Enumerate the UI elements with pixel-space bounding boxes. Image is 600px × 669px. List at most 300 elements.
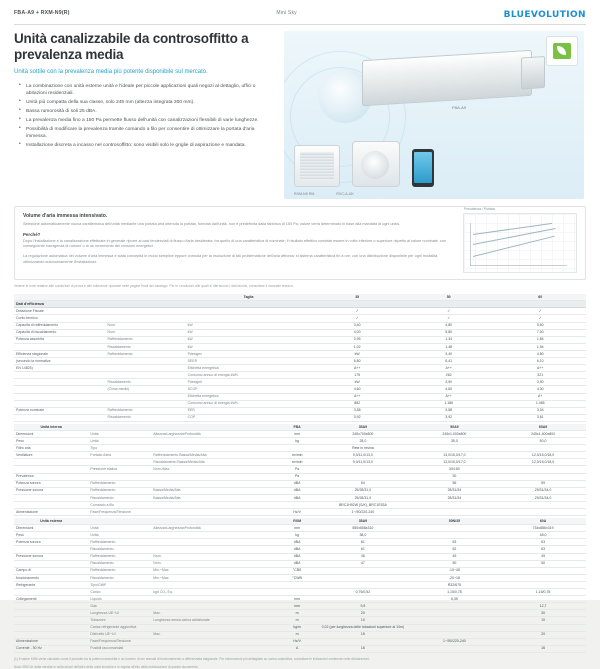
table-cell xyxy=(14,501,88,508)
table-cell: dBA xyxy=(277,494,317,501)
table-cell: Raffreddamento xyxy=(88,567,151,574)
table-cell: A+ xyxy=(494,393,586,400)
table-cell: AltezzaxLarghezzaxProfondità xyxy=(151,525,277,532)
feature-list xyxy=(14,83,276,149)
table-cell: 6,35 xyxy=(409,596,501,603)
table-cell: 1,15/0,78 xyxy=(500,589,586,596)
table-row xyxy=(14,494,586,501)
table-cell xyxy=(409,509,501,516)
unit-caption-1: RXM-N9 RM xyxy=(294,192,315,196)
table-cell: Pressione statica xyxy=(88,466,151,473)
table-cell: 54 xyxy=(317,480,409,487)
table-cell: mm xyxy=(277,596,317,603)
table-cell: m³/min xyxy=(277,452,317,459)
table-cell: Nom. xyxy=(106,322,186,329)
table-cell: 3,40 xyxy=(311,322,403,329)
table-header-cell: 60A9 xyxy=(500,424,586,431)
table-cell xyxy=(409,532,501,539)
table-cell: kW xyxy=(311,379,403,386)
table-cell: Alimentazione xyxy=(14,509,88,516)
table-cell: 4,80 xyxy=(403,322,495,329)
table-cell xyxy=(14,393,106,400)
table-cell: ✓ xyxy=(494,315,586,322)
table-row xyxy=(14,631,586,638)
table-cell xyxy=(500,445,586,452)
notice-title: Volume d'aria immessa intensivato. xyxy=(23,213,108,219)
efficiency-table xyxy=(14,294,586,422)
table-cell: 0,76/0,52 xyxy=(317,589,409,596)
table-cell: dBA xyxy=(277,560,317,567)
table-cell xyxy=(151,596,277,603)
table-cell xyxy=(14,466,88,473)
table-cell xyxy=(409,610,501,617)
table-cell: Efficienza stagionale xyxy=(14,350,106,357)
table-cell: Riscaldamento xyxy=(88,494,151,501)
notice-box xyxy=(14,206,586,280)
table-cell: 46 xyxy=(317,553,409,560)
table-cell xyxy=(317,574,409,581)
table-cell xyxy=(151,480,277,487)
table-cell xyxy=(14,414,106,421)
table-cell xyxy=(14,560,88,567)
table-cell xyxy=(277,589,317,596)
outdoor-unit-table-wrap xyxy=(14,518,586,653)
table-cell: Capacità di riscaldamento xyxy=(14,329,106,336)
table-cell: 30/150 xyxy=(409,466,501,473)
table-cell: m³/min xyxy=(277,459,317,466)
table-cell: Riscaldamento Bassa/Media/Alta xyxy=(151,459,277,466)
table-cell: m xyxy=(277,610,317,617)
table-row xyxy=(14,308,586,315)
table-cell: ✓ xyxy=(403,315,495,322)
table-header-row xyxy=(14,424,586,431)
table-cell: 0,02 (per lunghezza delle tubazioni superiore ai 10m) xyxy=(317,624,409,631)
table-cell: Carica refrigerante aggiuntiva xyxy=(88,624,151,631)
header-divider xyxy=(14,24,586,25)
table-cell: kW xyxy=(186,336,312,343)
table-cell: Etichetta energetica xyxy=(186,393,312,400)
table-cell: ✓ xyxy=(494,308,586,315)
table-cell: COP xyxy=(186,414,312,421)
table-cell: 28/31/34 xyxy=(409,487,501,494)
table-row xyxy=(14,430,586,437)
table-cell: A++ xyxy=(403,393,495,400)
table-cell: 3,92 xyxy=(311,414,403,421)
table-row xyxy=(14,560,586,567)
table-cell: ✓ xyxy=(403,308,495,315)
chart-axes xyxy=(470,223,567,266)
table-cell: -20~18 xyxy=(409,574,501,581)
table-cell: Potenza sonora xyxy=(14,480,88,487)
table-cell: Unità xyxy=(88,532,151,539)
table-cell: Riscaldamento xyxy=(88,574,151,581)
table-cell: 245x1.400x800 xyxy=(500,430,586,437)
efficiency-table-wrap xyxy=(14,294,586,422)
table-cell xyxy=(409,525,501,532)
table-section-row xyxy=(14,301,586,308)
table-cell: Filtro aria xyxy=(14,445,88,452)
table-row xyxy=(14,329,586,336)
table-cell xyxy=(151,445,277,452)
table-cell: Raffreddamento xyxy=(106,407,186,414)
table-cell xyxy=(151,438,277,445)
table-cell: Nom. xyxy=(106,329,186,336)
table-cell: 12,0/15,0/18,0 xyxy=(500,459,586,466)
table-cell xyxy=(14,617,88,624)
table-cell: Raffreddamento xyxy=(88,553,151,560)
table-cell: (secondo la normativa xyxy=(14,358,106,365)
table-cell xyxy=(106,358,186,365)
table-cell: dBA xyxy=(277,553,317,560)
table-cell: kg xyxy=(277,532,317,539)
table-cell xyxy=(500,638,586,645)
table-row xyxy=(14,624,586,631)
table-cell: Fase/Frequenza/Tensione xyxy=(88,638,151,645)
table-cell: 25/31/34,0 xyxy=(500,487,586,494)
page-header xyxy=(14,10,586,22)
table-cell: Raffreddamento Bassa/Media/Alta xyxy=(151,452,277,459)
table-cell: 61 xyxy=(317,546,409,553)
table-row xyxy=(14,546,586,553)
chart-line xyxy=(473,236,555,257)
table-header-cell: Unità esterna xyxy=(14,518,88,525)
hero-text xyxy=(14,31,276,199)
table-cell: 20 xyxy=(317,610,409,617)
table-row xyxy=(14,480,586,487)
table-cell xyxy=(106,365,186,372)
table-cell xyxy=(14,624,88,631)
table-row xyxy=(14,459,586,466)
chart-line xyxy=(473,228,556,245)
table-row xyxy=(14,414,586,421)
table-cell: 245x1.000x800 xyxy=(409,430,501,437)
table-cell: 3,61 xyxy=(494,414,586,421)
table-cell xyxy=(409,645,501,652)
table-row xyxy=(14,438,586,445)
table-cell: Nom. xyxy=(151,560,277,567)
table-cell xyxy=(500,473,586,480)
table-cell: (Clima medio) xyxy=(106,386,186,393)
notice-paragraph-3: La regolazione automatica del volume d'aria immessa è stata concepita in modo semplice eppure comoda per la risoluzione di tali problematiche dell'aria affronta: si sistema caratteristica fin a ore, con una distribuzione disponibile per ogni modalità, ottimizzando autonomamente l'installazione. xyxy=(23,254,439,264)
table-cell xyxy=(500,581,586,588)
table-row xyxy=(14,539,586,546)
table-cell: 25/31/34,0 xyxy=(500,494,586,501)
table-cell xyxy=(409,624,501,631)
notice-question: Perché? xyxy=(23,231,41,237)
table-header-cell: 50N/35 xyxy=(409,518,501,525)
table-row xyxy=(14,509,586,516)
table-cell: 30 xyxy=(500,610,586,617)
table-cell: Peso xyxy=(14,438,88,445)
hero-section xyxy=(14,31,586,199)
table-cell: 9,0/11,0/13,0 xyxy=(317,452,409,459)
table-cell: 49 xyxy=(500,553,586,560)
table-cell xyxy=(186,308,312,315)
table-row xyxy=(14,638,586,645)
table-cell: SEER xyxy=(186,358,312,365)
table-cell: 3,92 xyxy=(403,414,495,421)
table-cell: 62 xyxy=(409,546,501,553)
table-cell: 175 xyxy=(311,372,403,379)
table-cell: Refrigerante xyxy=(14,581,88,588)
table-cell: 1~/50/220-240 xyxy=(409,638,501,645)
table-cell xyxy=(317,581,409,588)
table-row xyxy=(14,393,586,400)
table-row xyxy=(14,596,586,603)
table-cell: Potenza nominale xyxy=(14,407,106,414)
table-cell: kg/m xyxy=(277,624,317,631)
table-row xyxy=(14,452,586,459)
table-header-row xyxy=(14,294,586,301)
table-cell: Etichetta energetica xyxy=(186,365,312,372)
table-row xyxy=(14,581,586,588)
table-cell: Riscaldamento xyxy=(106,343,186,350)
table-cell: 1.186 xyxy=(403,400,495,407)
table-cell: A++ xyxy=(494,365,586,372)
table-cell: 63 xyxy=(500,546,586,553)
table-header-cell: Taglia xyxy=(186,294,312,301)
table-cell: 3,90 xyxy=(494,379,586,386)
table-cell: Fusibili raccomandati xyxy=(88,645,151,652)
table-header-cell: 60 xyxy=(494,294,586,301)
table-cell: Riscaldamento xyxy=(106,379,186,386)
indoor-unit-table xyxy=(14,424,586,516)
table-cell: Capacità di raffreddamento xyxy=(14,322,106,329)
table-cell xyxy=(151,638,277,645)
table-cell: 1,15/0,78 xyxy=(409,589,501,596)
table-cell: Pdesignh xyxy=(186,379,312,386)
table-cell xyxy=(409,603,501,610)
table-header-cell xyxy=(106,294,186,301)
table-cell: 35,0 xyxy=(409,438,501,445)
table-cell: EN 14825) xyxy=(14,365,106,372)
table-cell: Raffreddamento xyxy=(106,350,186,357)
table-cell xyxy=(317,473,409,480)
table-cell: Comando a filo xyxy=(88,501,151,508)
table-cell: Nom./Max. xyxy=(151,466,277,473)
table-header-row xyxy=(14,518,586,525)
table-cell: Dislivello UE~UI xyxy=(88,631,151,638)
table-cell: °CBS xyxy=(277,567,317,574)
table-cell: EER xyxy=(186,407,312,414)
table-cell xyxy=(14,400,106,407)
table-cell: AltezzaxLarghezzaxProfondità xyxy=(151,430,277,437)
table-cell: Campo di xyxy=(14,567,88,574)
table-row xyxy=(14,407,586,414)
footnote-2: Nota: BRC1H detta vendita in unità alcuni dell'altro delle unità tecniche e in regime all'elio della realizzazione di questo documento. xyxy=(14,664,199,669)
table-cell: 6,41 xyxy=(403,358,495,365)
table-cell: 63 xyxy=(500,539,586,546)
table-cell: 50,0 xyxy=(500,438,586,445)
table-cell xyxy=(409,501,501,508)
table-cell: Potenza sonora xyxy=(14,539,88,546)
table-cell: 16 xyxy=(500,645,586,652)
table-row xyxy=(14,617,586,624)
table-cell: Bassa/Media/Alta xyxy=(151,487,277,494)
table-cell: kW xyxy=(186,343,312,350)
table-cell xyxy=(317,466,409,473)
page-title: Unità canalizzabile da controsoffitto a prevalenza media xyxy=(14,31,249,62)
table-cell: 3,58 xyxy=(311,407,403,414)
table-cell xyxy=(14,610,88,617)
table-row xyxy=(14,400,586,407)
chart-line xyxy=(473,223,552,235)
table-cell xyxy=(106,315,186,322)
table-cell xyxy=(151,624,277,631)
table-cell: 56 xyxy=(409,480,501,487)
table-cell xyxy=(500,567,586,574)
table-cell xyxy=(409,617,501,624)
table-cell: mm xyxy=(277,603,317,610)
table-cell: kW xyxy=(186,329,312,336)
table-cell: Raffreddamento xyxy=(88,539,151,546)
table-cell: Carico xyxy=(88,589,151,596)
table-cell: Unità xyxy=(88,438,151,445)
table-cell xyxy=(14,603,88,610)
product-code: FBA-A9 + RXM-N9(R) xyxy=(14,10,70,16)
table-cell: Lunghezza senza carica addizionale xyxy=(151,617,277,624)
table-cell: Ventilatore xyxy=(14,452,88,459)
table-cell xyxy=(151,603,277,610)
table-cell: dBA xyxy=(277,480,317,487)
table-cell: 5,60 xyxy=(494,322,586,329)
chart-caption: Prevalenza / Portata xyxy=(464,207,495,211)
table-cell: 12,0/15,0/18,0 xyxy=(500,452,586,459)
table-cell: 47 xyxy=(317,560,409,567)
table-cell: 59 xyxy=(500,480,586,487)
table-cell: 882 xyxy=(311,400,403,407)
table-cell: Fase/Frequenza/Tensione xyxy=(88,509,151,516)
notice-paragraph-2: Dopo l'installazione e la canalizzazione effettuate in generale riporre ai casi tendenziali di flusso d'aria desiderata, tra quello di una caratteristica di nominale; il risultato effettivo consiste essere in volte inferiore o superiore rispetto al valore nominale, con conseguente insorgenza di rumore o di un incremento dei consumi energetici. xyxy=(23,238,446,249)
table-cell xyxy=(500,501,586,508)
table-row xyxy=(14,358,586,365)
table-cell xyxy=(88,473,151,480)
table-header-cell: RXM xyxy=(277,518,317,525)
table-cell xyxy=(317,567,409,574)
table-cell: Consumo annuo di energia kWh xyxy=(186,372,312,379)
table-cell xyxy=(106,393,186,400)
duct-label: FBA-A9 xyxy=(452,105,467,110)
indoor-unit-table-wrap xyxy=(14,424,586,516)
table-cell: SCOP xyxy=(186,386,312,393)
table-cell xyxy=(277,581,317,588)
table-cell: dBA xyxy=(277,487,317,494)
table-cell: 734x886x319 xyxy=(500,525,586,532)
leaf-icon xyxy=(553,43,571,59)
table-cell: 61 xyxy=(317,539,409,546)
list-item: • La prevalenza media fino a 150 Pa permette flusso dell'unità con canalizzazioni flessibili di varie lunghezze. xyxy=(22,117,276,124)
table-cell: -10~46 xyxy=(409,567,501,574)
list-item: • Possibilità di modificare la prevalenza tramite comando a filo per consentire di ottimizzare la portata d'aria immessa. xyxy=(22,126,276,141)
table-cell xyxy=(14,459,88,466)
table-cell: 50 xyxy=(409,560,501,567)
table-cell: 9,5 xyxy=(317,603,409,610)
table-cell xyxy=(151,581,277,588)
product-image xyxy=(284,31,584,199)
table-cell: A++ xyxy=(311,393,403,400)
table-row xyxy=(14,315,586,322)
table-header-cell: 50 xyxy=(403,294,495,301)
table-cell: 5,80 xyxy=(403,329,495,336)
performance-chart xyxy=(463,207,577,273)
table-cell: 245x700x800 xyxy=(317,430,409,437)
table-cell: Raffreddamento xyxy=(88,487,151,494)
table-row xyxy=(14,445,586,452)
table-row xyxy=(14,532,586,539)
table-cell: Pressione sonora xyxy=(14,487,88,494)
table-row xyxy=(14,386,586,393)
table-cell: Hz/V xyxy=(277,509,317,516)
table-cell: 0,95 xyxy=(311,336,403,343)
outdoor-unit-2 xyxy=(352,141,400,187)
table-cell: 4,60 xyxy=(311,386,403,393)
fineprint: Vedere le note relative alle condizioni di prova e alle tolleranze riportate nelle pagine finali del catalogo. Per le condizioni alle quali si riferiscono i dati tecnici, consultare il manuale tecnico. xyxy=(14,284,294,288)
list-item: • Unità più compatta della sua classe, solo 245 mm (altezza integrata 300 mm). xyxy=(22,99,276,106)
table-cell xyxy=(151,539,277,546)
table-cell: Tipo/GWP xyxy=(88,581,151,588)
table-cell: 1,02 xyxy=(311,343,403,350)
table-row xyxy=(14,350,586,357)
table-cell: Tubazioni xyxy=(88,617,151,624)
table-cell: dBA xyxy=(277,546,317,553)
table-row xyxy=(14,379,586,386)
table-cell xyxy=(151,509,277,516)
table-header-cell xyxy=(151,518,277,525)
table-cell: 63 xyxy=(409,539,501,546)
table-cell: mm xyxy=(277,525,317,532)
table-cell: 6,10 xyxy=(494,358,586,365)
table-cell: 1,48 xyxy=(403,343,495,350)
table-cell: kg/t CO₂ Eq. xyxy=(151,589,277,596)
table-cell: funzionamento xyxy=(14,574,88,581)
table-row xyxy=(14,466,586,473)
ducted-unit-graphic xyxy=(362,50,532,106)
notice-text xyxy=(23,213,453,273)
table-cell xyxy=(500,596,586,603)
table-cell: 15 xyxy=(317,631,409,638)
table-cell: Raffreddamento xyxy=(106,336,186,343)
table-cell: kW xyxy=(311,350,403,357)
table-cell xyxy=(277,445,317,452)
table-cell: ✓ xyxy=(311,308,403,315)
table-cell: 25/28/31,0 xyxy=(317,487,409,494)
brand-logo: BLUEVOLUTION xyxy=(503,10,586,20)
table-cell xyxy=(151,532,277,539)
table-cell: Bassa/Media/Alta xyxy=(151,494,277,501)
table-header-cell xyxy=(14,294,106,301)
table-cell: A++ xyxy=(403,365,495,372)
table-cell xyxy=(106,372,186,379)
table-cell: Min.~Max. xyxy=(151,567,277,574)
table-cell: Alimentazione xyxy=(14,638,88,645)
table-cell: Rete in resina xyxy=(317,445,409,452)
table-cell xyxy=(186,315,312,322)
table-cell: Riscaldamento xyxy=(88,546,151,553)
table-row xyxy=(14,501,586,508)
table-cell: 4,00 xyxy=(311,329,403,336)
table-row xyxy=(14,525,586,532)
table-cell: 4,80 xyxy=(494,350,586,357)
table-cell xyxy=(151,546,277,553)
table-cell: Conto termico xyxy=(14,315,106,322)
table-cell: 2,90 xyxy=(403,379,495,386)
table-row xyxy=(14,645,586,652)
table-cell: 28,0 xyxy=(317,438,409,445)
table-cell: Pa xyxy=(277,473,317,480)
table-cell: R32/675 xyxy=(409,581,501,588)
table-row xyxy=(14,589,586,596)
table-cell: BRC1H52W (S/K), BRC1E53A xyxy=(317,501,409,508)
